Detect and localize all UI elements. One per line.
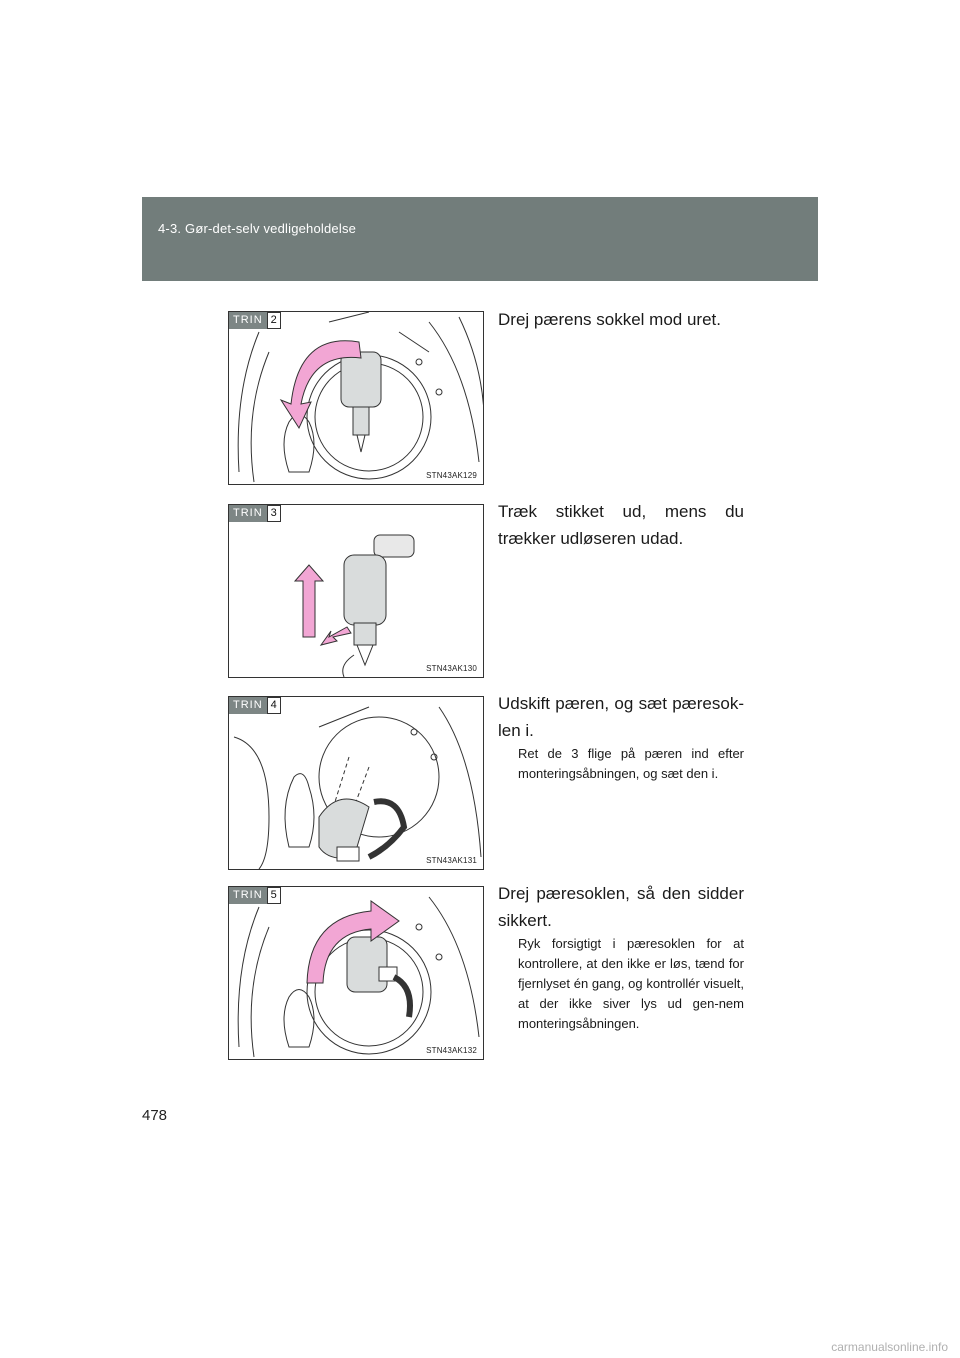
step-4-drawing (229, 697, 484, 870)
step-label: TRIN (229, 887, 267, 904)
step-5-note: Ryk forsigtigt i pæresoklen for at kontrollere, at den ikke er løs, tænd for fjernlyset én gang, og kontrollér visuelt, at der ikke siver lys ud gen-nem monteringsåbningen. (518, 936, 744, 1031)
step-number: 2 (267, 312, 281, 329)
page-number: 478 (142, 1107, 168, 1124)
step-badge (229, 505, 281, 522)
step-label: TRIN (229, 505, 267, 522)
step-label: TRIN (229, 312, 267, 329)
step-badge (229, 697, 281, 714)
figure-code: STN43AK132 (426, 1046, 477, 1055)
step-2-text: Drej pærens sokkel mod uret. (498, 310, 721, 329)
step-4-text: Udskift pæren, og sæt pæresok-len i. (498, 694, 744, 740)
step-badge (229, 312, 281, 329)
figure-code: STN43AK129 (426, 471, 477, 480)
step-2-drawing (229, 312, 484, 485)
figure-code: STN43AK130 (426, 664, 477, 673)
step-5-drawing (229, 887, 484, 1060)
step-3-drawing (229, 505, 484, 678)
pull-up-arrow-icon (295, 565, 323, 637)
step-4-illustration (228, 696, 484, 870)
section-title: 4-3. Gør-det-selv vedligeholdelse (158, 221, 357, 236)
step-5-illustration (228, 886, 484, 1060)
step-number: 3 (267, 505, 281, 522)
step-2-illustration (228, 311, 484, 485)
step-3-text: Træk stikket ud, mens du trækker udløseren udad. (498, 502, 744, 548)
step-5-text: Drej pæresoklen, så den sidder sikkert. (498, 884, 744, 930)
step-number: 5 (267, 887, 281, 904)
step-3-illustration (228, 504, 484, 678)
step-4-note: Ret de 3 flige på pæren ind efter monteringsåbningen, og sæt den i. (518, 746, 744, 781)
step-number: 4 (267, 697, 281, 714)
release-arrow-icon (321, 627, 351, 645)
section-header (142, 197, 818, 281)
step-label: TRIN (229, 697, 267, 714)
figure-code: STN43AK131 (426, 856, 477, 865)
step-badge (229, 887, 281, 904)
watermark: carmanualsonline.info (831, 1340, 948, 1354)
